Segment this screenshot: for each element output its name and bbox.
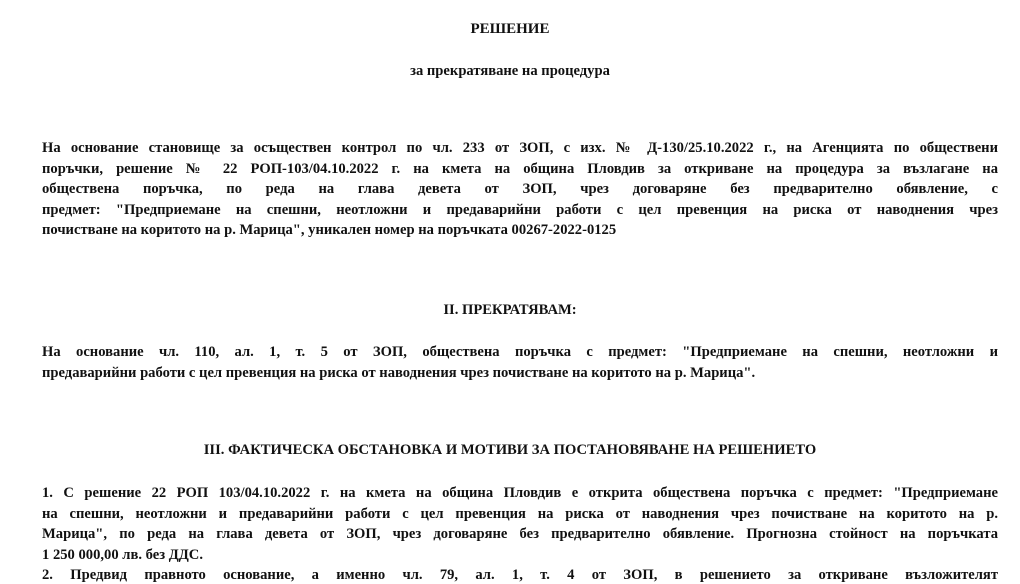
section-2-line: предаварийни работи с цел превенция на риска от наводнения чрез почистване на коритото на р. Марица".	[42, 364, 756, 381]
section-2-heading: II. ПРЕКРАТЯВАМ:	[443, 302, 577, 318]
section-3-item-2	[42, 565, 998, 584]
section-3-item-1-line: Марица", по реда на глава девета от ЗОП, чрез договаряне без предварително обявление. Прогнозна стойност на поръчката	[42, 526, 998, 542]
section-3-item-1-line: 1 250 000,00 лв. без ДДС.	[42, 546, 203, 563]
section-3-heading: III. ФАКТИЧЕСКА ОБСТАНОВКА И МОТИВИ ЗА ПОСТАНОВЯВАНЕ НА РЕШЕНИЕТО	[203, 442, 817, 458]
intro-line: обществена поръчка, по реда на глава девета от ЗОП, чрез договаряне без предварително обявление, с	[42, 181, 998, 197]
intro-line: поръчки, решение № 22 РОП-103/04.10.2022 г. на кмета на община Пловдив за откриване на процедура за възлагане на	[42, 160, 998, 177]
section-3-item-2-line: 2. Предвид правното основание, а именно чл. 79, ал. 1, т. 4 от ЗОП, в решението за откриване възложителят	[42, 567, 998, 583]
section-2-line: На основание чл. 110, ал. 1, т. 5 от ЗОП, обществена поръчка с предмет: "Предприемане на спешни, неотложни и	[42, 344, 998, 360]
section-3-item-1-line: на спешни, неотложни и предаварийни работи с цел превенция на риска от наводнения чрез почистване на коритото на р.	[42, 505, 998, 522]
section-2-paragraph	[42, 342, 998, 383]
intro-line: предмет: "Предприемане на спешни, неотложни и предаварийни работи с цел превенция на риска от наводнения чрез	[42, 201, 998, 218]
intro-line: На основание становище за осъществен контрол по чл. 233 от ЗОП, с изх. № Д-130/25.10.2022 г., на Агенцията по обществени	[42, 140, 998, 156]
section-3-item-1-line: 1. С решение 22 РОП 103/04.10.2022 г. на кмета на община Пловдив е открита обществена поръчка с предмет: "Предприемане	[42, 485, 998, 501]
intro-paragraph	[42, 138, 998, 241]
section-3-item-1	[42, 483, 998, 565]
document-title: РЕШЕНИЕ	[470, 21, 550, 37]
document-subtitle: за прекратяване на процедура	[410, 63, 610, 79]
intro-line: почистване на коритото на р. Марица", уникален номер на поръчката 00267-2022-0125	[42, 222, 617, 238]
